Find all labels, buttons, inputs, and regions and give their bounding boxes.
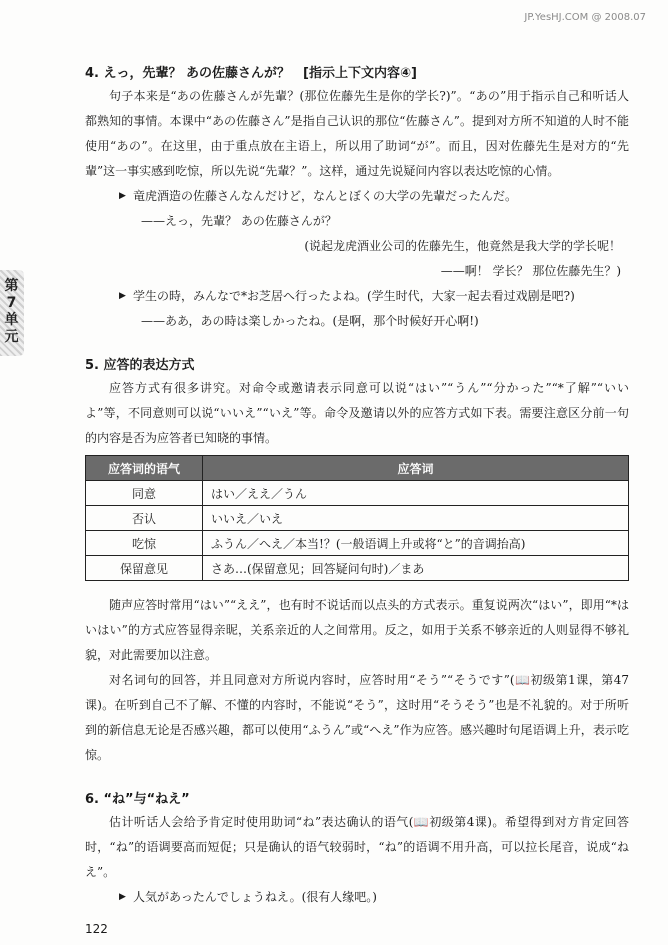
- section-4: [85, 64, 629, 334]
- section-6-heading: 6. “ね”与“ねえ”: [85, 792, 190, 807]
- bullet-icon: ▶: [119, 291, 126, 301]
- section-5: [85, 356, 629, 768]
- bullet-icon: ▶: [119, 892, 126, 902]
- table-header-cell: 应答词的语气: [86, 456, 203, 481]
- response-table: [85, 455, 629, 581]
- page-number: 122: [85, 922, 108, 936]
- table-cell-words: はい／ええ／うん: [203, 481, 629, 506]
- section-4-heading: 4. えっ，先輩？ あの佐藤さんが？ [指示上下文内容④]: [85, 66, 417, 81]
- bullet-icon: ▶: [119, 191, 126, 201]
- example-1-translation-2: ——啊！ 学长？ 那位佐藤先生？): [440, 264, 621, 278]
- table-cell-tone: 否认: [86, 506, 203, 531]
- section-5-heading: 5. 应答的表达方式: [85, 358, 195, 373]
- example-1-reply: ——えっ，先輩？ あの佐藤さんが？: [141, 214, 337, 228]
- section-6: [85, 790, 629, 910]
- section-6-paragraph: 估计听话人会给予肯定时使用助词“ね”表达确认的语气(📖初级第4课)。希望得到对方肯定回答时，“ね”的语调要高而短促；只是确认的语气较弱时，“ね”的语调不用升高，可以拉长尾音，说成“ねえ”。: [85, 815, 629, 879]
- table-cell-words: ふうん／へえ／本当!？(一般语调上升或将“と”的音调抬高): [203, 531, 629, 556]
- table-row: [86, 506, 629, 531]
- example-3-line: 人気があったんでしょうねえ。(很有人缘吧。): [133, 890, 377, 904]
- section-5-paragraph-2: 随声应答时常用“はい”“ええ”，也有时不说话而以点头的方式表示。重复说两次“はい”，即用“*はいはい”的方式应答显得亲昵，关系亲近的人之间常用。反之，如用于关系不够亲近的人则显得不够礼貌，对此需要加以注意。: [85, 598, 629, 662]
- page-content: [85, 64, 629, 910]
- table-header-cell: 应答词: [203, 456, 629, 481]
- table-cell-words: さあ…(保留意见；回答疑问句时)／まあ: [203, 556, 629, 581]
- example-1-translation-1: (说起龙虎酒业公司的佐藤先生，他竟然是我大学的学长呢！: [304, 239, 621, 253]
- example-2: [85, 284, 629, 334]
- unit-side-tab: [0, 270, 24, 356]
- section-4-paragraph: 句子本来是“あの佐藤さんが先輩？(那位佐藤先生是你的学长?)”。“あの”用于指示自己和听话人都熟知的事情。本课中“あの佐藤さん”是指自己认识的那位“佐藤さん”。提到对方所不知道的人时不能使用“あの”。在这里，由于重点放在主语上，所以用了助词“が”。而且，因对佐藤先生是对方的“先輩”这一事实感到吃惊，所以先说“先輩？”。这样，通过先说疑问内容以表达吃惊的心情。: [85, 89, 629, 178]
- section-5-paragraph-1: 应答方式有很多讲究。对命令或邀请表示同意可以说“はい”“うん”“分かった”“*了解”“いいよ”等，不同意则可以说“いいえ”“いえ”等。命令及邀请以外的应答方式如下表。需要注意区分前一句的内容是否为应答者已知晓的事情。: [85, 381, 629, 445]
- table-cell-words: いいえ／いえ: [203, 506, 629, 531]
- example-2-reply: ——ああ，あの時は楽しかったね。(是啊，那个时候好开心啊!): [141, 314, 479, 328]
- table-cell-tone: 吃惊: [86, 531, 203, 556]
- section-5-paragraph-3: 对名词句的回答，并且同意对方所说内容时，应答时用“そう”“そうです”(📖初级第1课，第47课)。在听到自己不了解、不懂的内容时，不能说“そう”，这时用“そうそう”也是不礼貌的。对于所听到的新信息无论是否感兴趣，都可以使用“ふうん”或“へえ”作为应答。感兴趣时句尾语调上升，表示吃惊。: [85, 673, 629, 762]
- example-3: [85, 885, 629, 910]
- example-2-line: 学生の時，みんなで*お芝居へ行ったよね。(学生时代，大家一起去看过戏剧是吧?): [133, 289, 575, 303]
- site-watermark: JP.YesHJ.COM @ 2008.07: [524, 12, 646, 23]
- table-header-row: [86, 456, 629, 481]
- example-1-line: 竜虎酒造の佐藤さんなんだけど，なんとぼくの大学の先輩だったんだ。: [133, 189, 518, 203]
- example-1: [85, 184, 629, 284]
- table-row: [86, 531, 629, 556]
- table-row: [86, 481, 629, 506]
- table-cell-tone: 同意: [86, 481, 203, 506]
- table-cell-tone: 保留意见: [86, 556, 203, 581]
- unit-side-tab-label: 第7单元: [4, 278, 19, 345]
- table-row: [86, 556, 629, 581]
